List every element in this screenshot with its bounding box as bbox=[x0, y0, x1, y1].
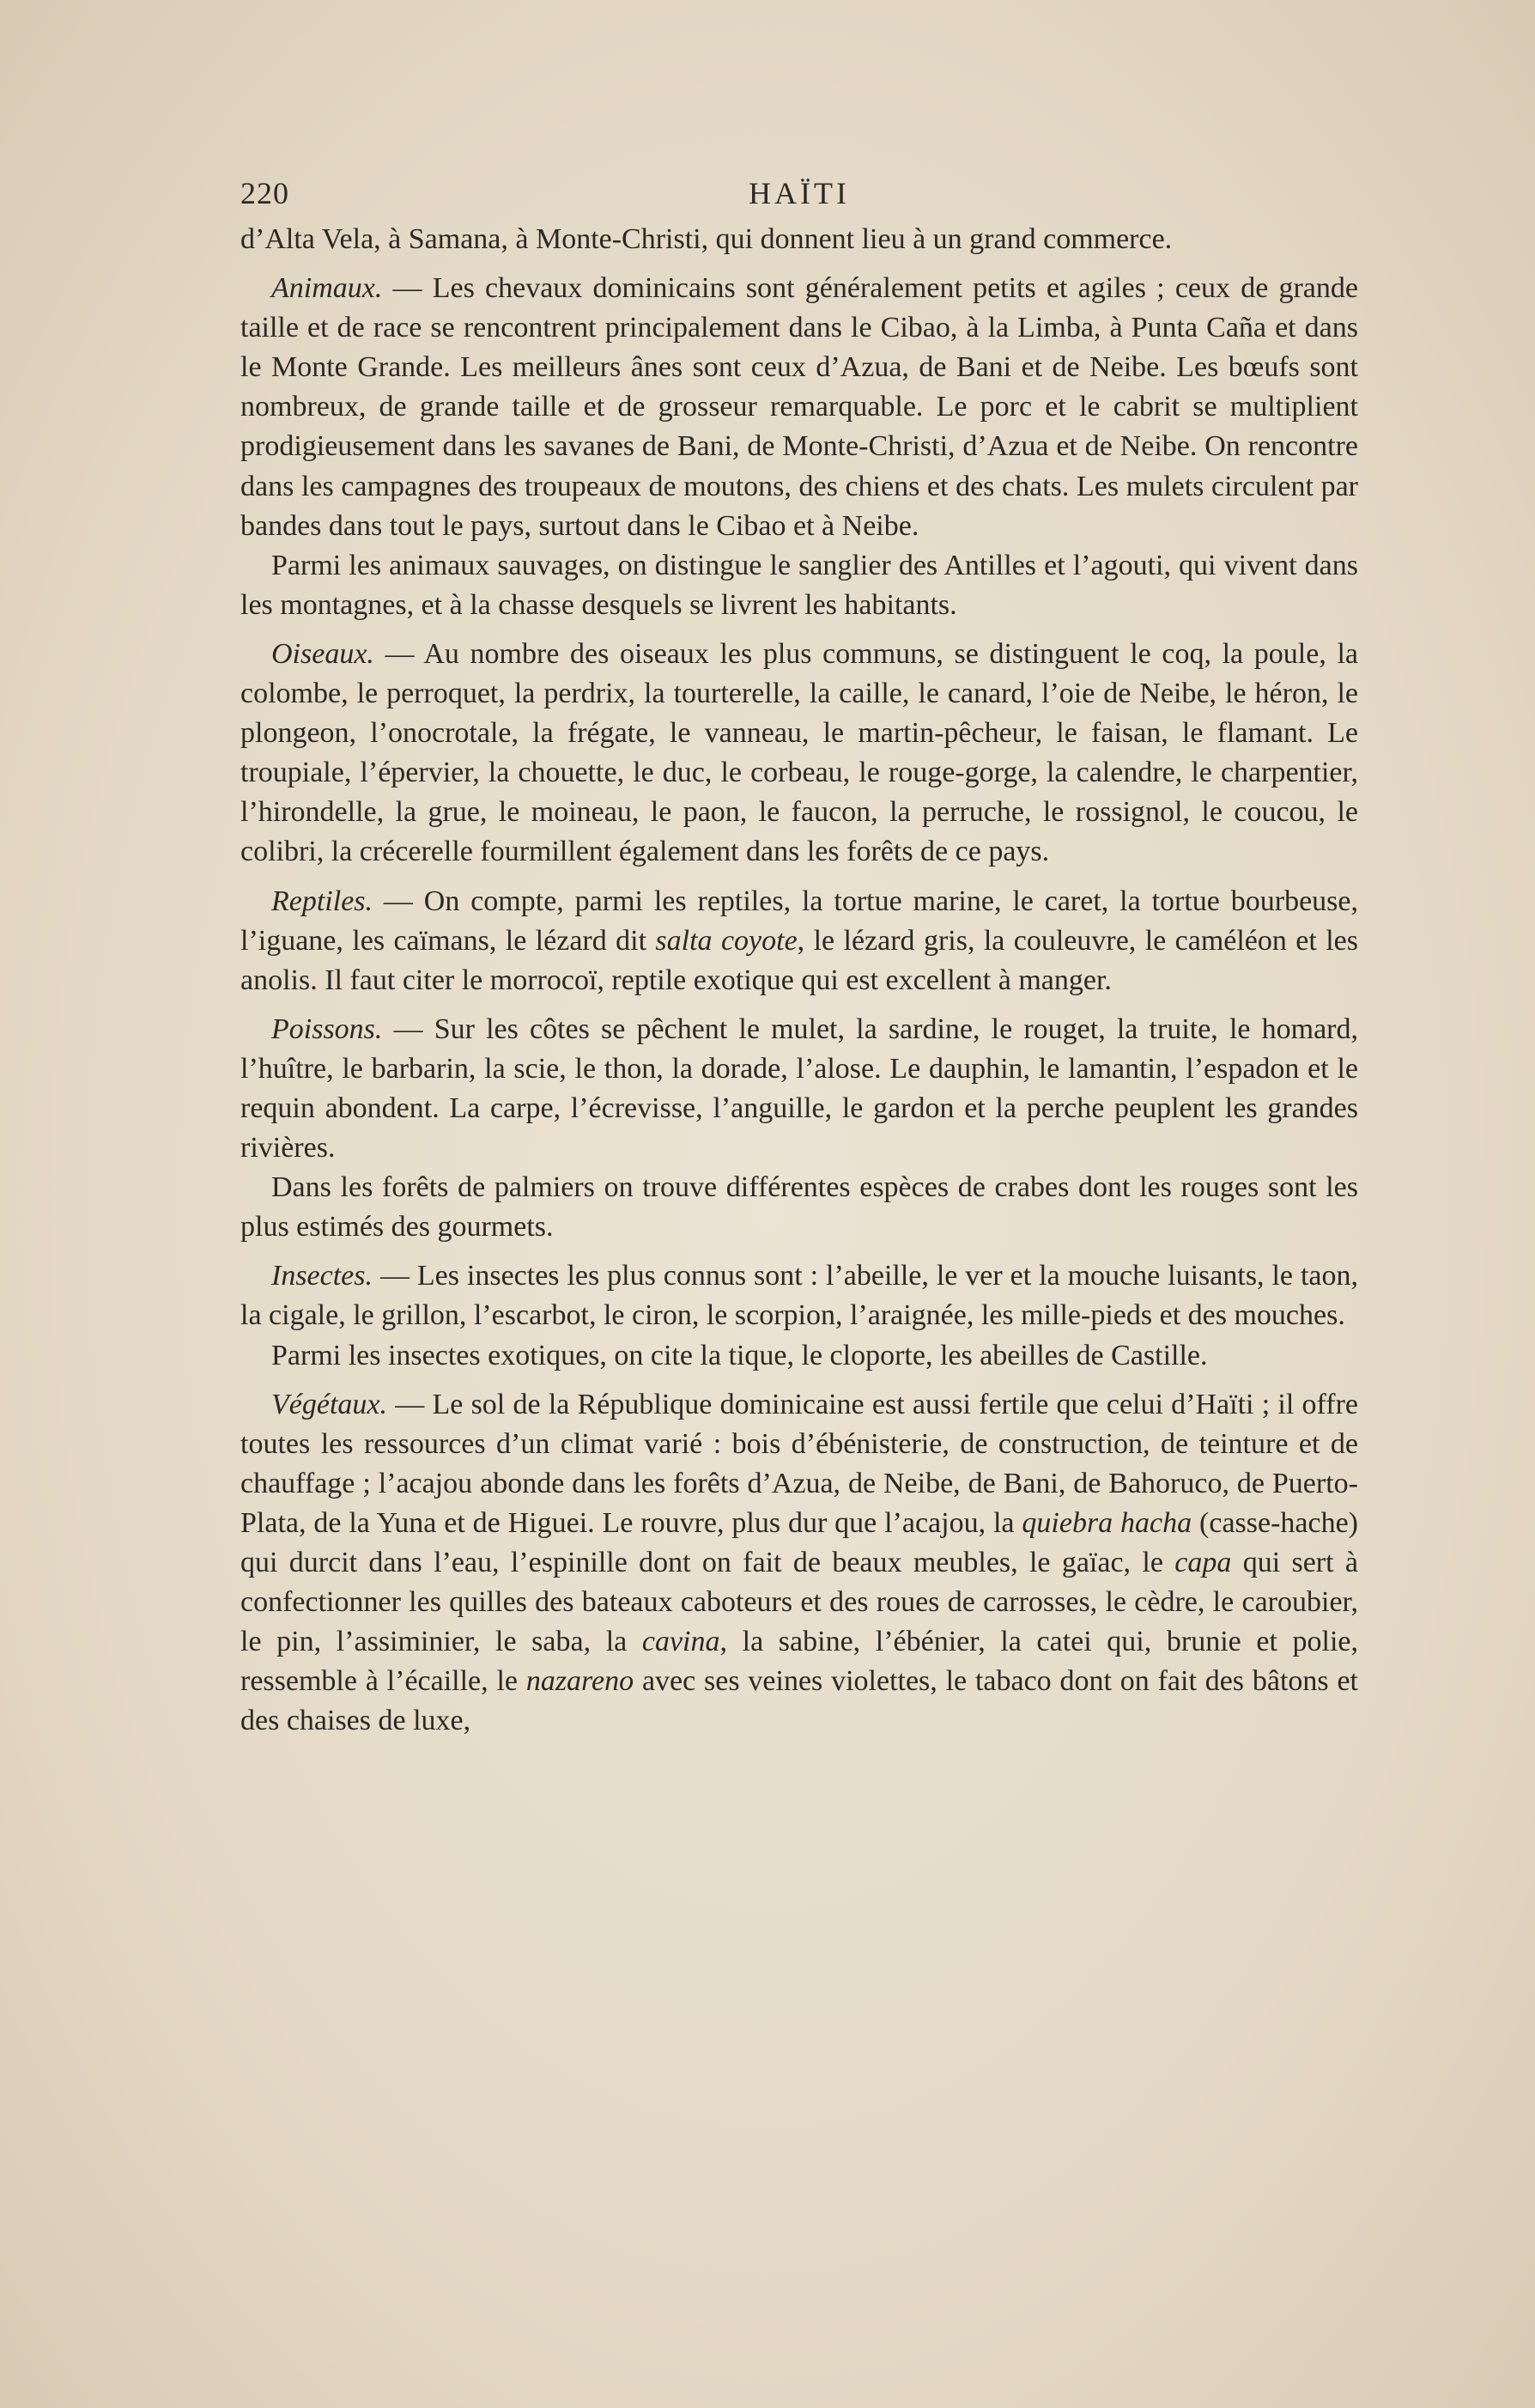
italic-term: salta coyote bbox=[655, 924, 798, 957]
paragraph-text: — Les insectes les plus connus sont : l’abeille, le ver et la mouche luisants, le taon, la cigale, le grillon, l’escarbot, le ciron, le scorpion, l’araignée, les mille-pieds et des mouches. bbox=[240, 1260, 1358, 1332]
running-title: HAÏTI bbox=[749, 176, 850, 210]
italic-term: quiebra hacha bbox=[1022, 1506, 1192, 1539]
paragraph-text: — On compte, parmi les reptiles, la tortue marine, le caret, la tortue bourbeuse, l’iguane, les caïmans, le lézard dit bbox=[240, 885, 1358, 957]
paragraph-text: — Sur les côtes se pêchent le mulet, la sardine, le rouget, la truite, le homard, l’huître, le barbarin, la scie, le thon, la dorade, l’alose. Le dauphin, le lamantin, l’espadon et le requin abondent. La carpe, l’écrevisse, l’anguille, le gardon et la perche peuplent les grandes rivières. bbox=[240, 1012, 1358, 1164]
paragraph-insectes-exotiques: Parmi les insectes exotiques, on cite la tique, le cloporte, les abeilles de Castille. bbox=[271, 1339, 1208, 1371]
paragraph-poissons bbox=[240, 1010, 1358, 1168]
section-heading-animaux: Animaux. bbox=[271, 272, 383, 305]
paragraph-insectes bbox=[240, 1256, 1358, 1335]
paragraph-text: — Les chevaux dominicains sont généralement petits et agiles ; ceux de grande taille et de race se rencontrent principalement dans le Cibao, à la Limba, à Punta Caña et dans le Monte Grande. Les meilleurs ânes sont ceux d’Azua, de Bani et de Neibe. Les bœufs sont nombreux, de grande taille et de grosseur remarquable. Le porc et le cabrit se multiplient prodigieusement dans les savanes de Bani, de Monte-Christi, d’Azua et de Neibe. On rencontre dans les campagnes des troupeaux de moutons, des chiens et des chats. Les mulets circulent par bandes dans tout le pays, surtout dans le Cibao et à Neibe. bbox=[240, 272, 1358, 542]
paragraph-text: , la sabine, l’ébénier, la catei qui, brunie et polie, ressemble à l’écaille, le bbox=[240, 1626, 1358, 1698]
paragraph-text: avec ses veines violettes, le tabaco dont on fait des bâtons et des chaises de luxe, bbox=[240, 1665, 1358, 1737]
page-number: 220 bbox=[240, 176, 289, 210]
paragraph-text: — Le sol de la République dominicaine est aussi fertile que celui d’Haïti ; il offre toutes les ressources d’un climat varié : bois d’ébénisterie, de construction, de teinture et de chauffage ; l’acajou abonde dans les forêts d’Azua, de Neibe, de Bani, de Bahoruco, de Puerto-Plata, de la Yuna et de Higuei. Le rouvre, plus dur que l’acajou, la bbox=[240, 1388, 1358, 1539]
paragraph-animaux bbox=[240, 269, 1358, 546]
paragraph-text: qui sert à confectionner les quilles des bateaux caboteurs et des roues de carrosses, le cèdre, le caroubier, le pin, l’assiminier, le saba, la bbox=[240, 1547, 1358, 1658]
paragraph-vegetaux bbox=[240, 1385, 1358, 1742]
section-heading-insectes: Insectes. bbox=[271, 1260, 373, 1292]
italic-term: nazareno bbox=[525, 1665, 634, 1698]
book-page bbox=[240, 168, 1358, 1741]
section-heading-oiseaux: Oiseaux. bbox=[271, 637, 374, 670]
paragraph-text: (casse-hache) qui durcit dans l’eau, l’espinille dont on fait de beaux meubles, le gaïac, le bbox=[240, 1506, 1359, 1578]
page-header bbox=[240, 168, 1358, 220]
paragraph-animaux-sauvages: Parmi les animaux sauvages, on distingue le sanglier des Antilles et l’agouti, qui vivent dans les montagnes, et à la chasse desquels se livrent les habitants. bbox=[240, 549, 1358, 621]
paragraph-text: — Au nombre des oiseaux les plus communs, se distinguent le coq, la poule, la colombe, le perroquet, la perdrix, la tourterelle, la caille, le canard, l’oie de Neibe, le héron, le plongeon, l’onocrotale, la frégate, le vanneau, le martin-pêcheur, le faisan, le flamant. Le troupiale, l’épervier, la chouette, le duc, le corbeau, le rouge-gorge, la calendre, le charpentier, l’hirondelle, la grue, le moineau, le paon, le faucon, la perruche, le rossignol, le coucou, le colibri, la crécerelle fourmillent également dans les forêts de ce pays. bbox=[240, 637, 1358, 868]
section-heading-reptiles: Reptiles. bbox=[271, 885, 373, 917]
paragraph-reptiles bbox=[240, 882, 1358, 1000]
paragraph-crabes: Dans les forêts de palmiers on trouve différentes espèces de crabes dont les rouges sont les plus estimés des gourmets. bbox=[240, 1171, 1358, 1244]
italic-term: capa bbox=[1174, 1547, 1232, 1578]
paragraph-text: , le lézard gris, la couleuvre, le caméléon et les anolis. Il faut citer le morrocoï, reptile exotique qui est excellent à manger. bbox=[240, 924, 1358, 996]
section-heading-vegetaux: Végétaux. bbox=[271, 1388, 387, 1420]
italic-term: cavina bbox=[641, 1626, 720, 1658]
body-text bbox=[240, 220, 1358, 1741]
paragraph-oiseaux bbox=[240, 635, 1358, 873]
section-heading-poissons: Poissons. bbox=[271, 1012, 383, 1045]
paragraph-continuation: d’Alta Vela, à Samana, à Monte-Christi, qui donnent lieu à un grand commerce. bbox=[240, 223, 1173, 255]
